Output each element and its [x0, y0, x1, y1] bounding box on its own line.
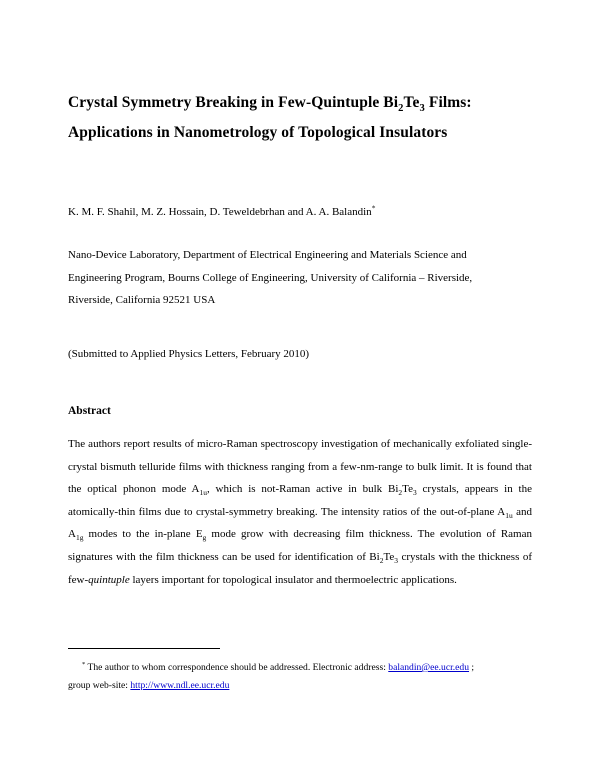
abstract-sub-bi: 2 — [398, 488, 403, 498]
abstract-emphasis-quintuple: quintuple — [88, 573, 130, 586]
website-link[interactable]: http://www.ndl.ee.ucr.edu — [130, 679, 230, 691]
abstract-sub-a1u: 1u — [199, 488, 207, 498]
title-line-1 — [68, 88, 532, 118]
footnote-marker: * — [82, 660, 86, 668]
footnote-text — [68, 659, 532, 694]
abstract-text-5: and A — [68, 505, 533, 541]
abstract-sub-te-2: 3 — [394, 556, 399, 566]
footnote-text-before-link: The author to whom correspondence should be addressed. Electronic address: — [85, 662, 389, 673]
footnote-line-1 — [68, 659, 532, 677]
abstract-text-3: Te — [402, 483, 413, 496]
abstract-text-8: Te — [383, 551, 395, 563]
abstract-text-6: modes to the in-plane E — [83, 528, 203, 541]
abstract-text-2: , which is not-Raman active in bulk Bi — [206, 483, 399, 496]
abstract-text-1: The authors report results of micro-Raman spectroscopy investigation of mechanically exfoliated single-crystal bismuth telluride films with thickness ranging from a few-nm-range to bulk limit. It is found that the optical phonon mode A — [68, 438, 532, 496]
abstract-text-4: crystals, appears in the atomically-thin films due to crystal-symmetry breaking. The intensity ratios of the out-of-plane A — [68, 483, 532, 518]
abstract-sub-a1g: 1g — [75, 533, 84, 543]
author-footnote-marker: * — [371, 203, 376, 213]
title-text-2: Te — [403, 94, 420, 111]
title-subscript-1: 2 — [398, 103, 404, 115]
abstract-text-7: mode grow with decreasing film thickness. The evolution of Raman signatures with the film thickness can be used for identification of Bi — [68, 528, 532, 563]
footnote-separator — [68, 648, 220, 649]
abstract-text-10: layers important for topological insulator and thermoelectric applications. — [129, 573, 457, 586]
abstract-text-9: crystals with the thickness of few- — [68, 551, 532, 586]
affiliation-line-2: Engineering Program, Bourns College of Engineering, University of California – Riverside, — [68, 271, 473, 284]
affiliation-line-3: Riverside, California 92521 USA — [68, 294, 216, 307]
footnote-text-after-link: ; — [469, 662, 475, 673]
abstract-sub-eg: g — [202, 533, 207, 543]
footnote-line-2 — [68, 677, 532, 695]
email-link[interactable]: balandin@ee.ucr.edu — [388, 662, 470, 673]
abstract-sub-a1u-2: 1u — [505, 511, 513, 521]
abstract-sub-te: 3 — [412, 488, 417, 498]
title-line-2: Applications in Nanometrology of Topological Insulators — [68, 124, 448, 142]
title-text-1: Crystal Symmetry Breaking in Few-Quintuple Bi — [68, 94, 399, 111]
abstract-sub-bi-2: 2 — [379, 556, 384, 566]
author-names: K. M. F. Shahil, M. Z. Hossain, D. Teweldebrhan and A. A. Balandin — [68, 206, 372, 219]
affiliation — [68, 244, 532, 312]
footnote-area — [68, 648, 532, 694]
abstract-body — [68, 433, 532, 591]
abstract-heading: Abstract — [68, 405, 111, 418]
title-subscript-2: 3 — [419, 103, 425, 115]
author-list — [68, 204, 532, 222]
affiliation-line-1: Nano-Device Laboratory, Department of Electrical Engineering and Materials Science and — [68, 249, 467, 262]
submission-note: (Submitted to Applied Physics Letters, February 2010) — [68, 347, 310, 360]
page-title — [68, 88, 532, 148]
footnote-website-label: group web-site: — [68, 679, 131, 691]
title-text-3: Films: — [424, 94, 472, 111]
